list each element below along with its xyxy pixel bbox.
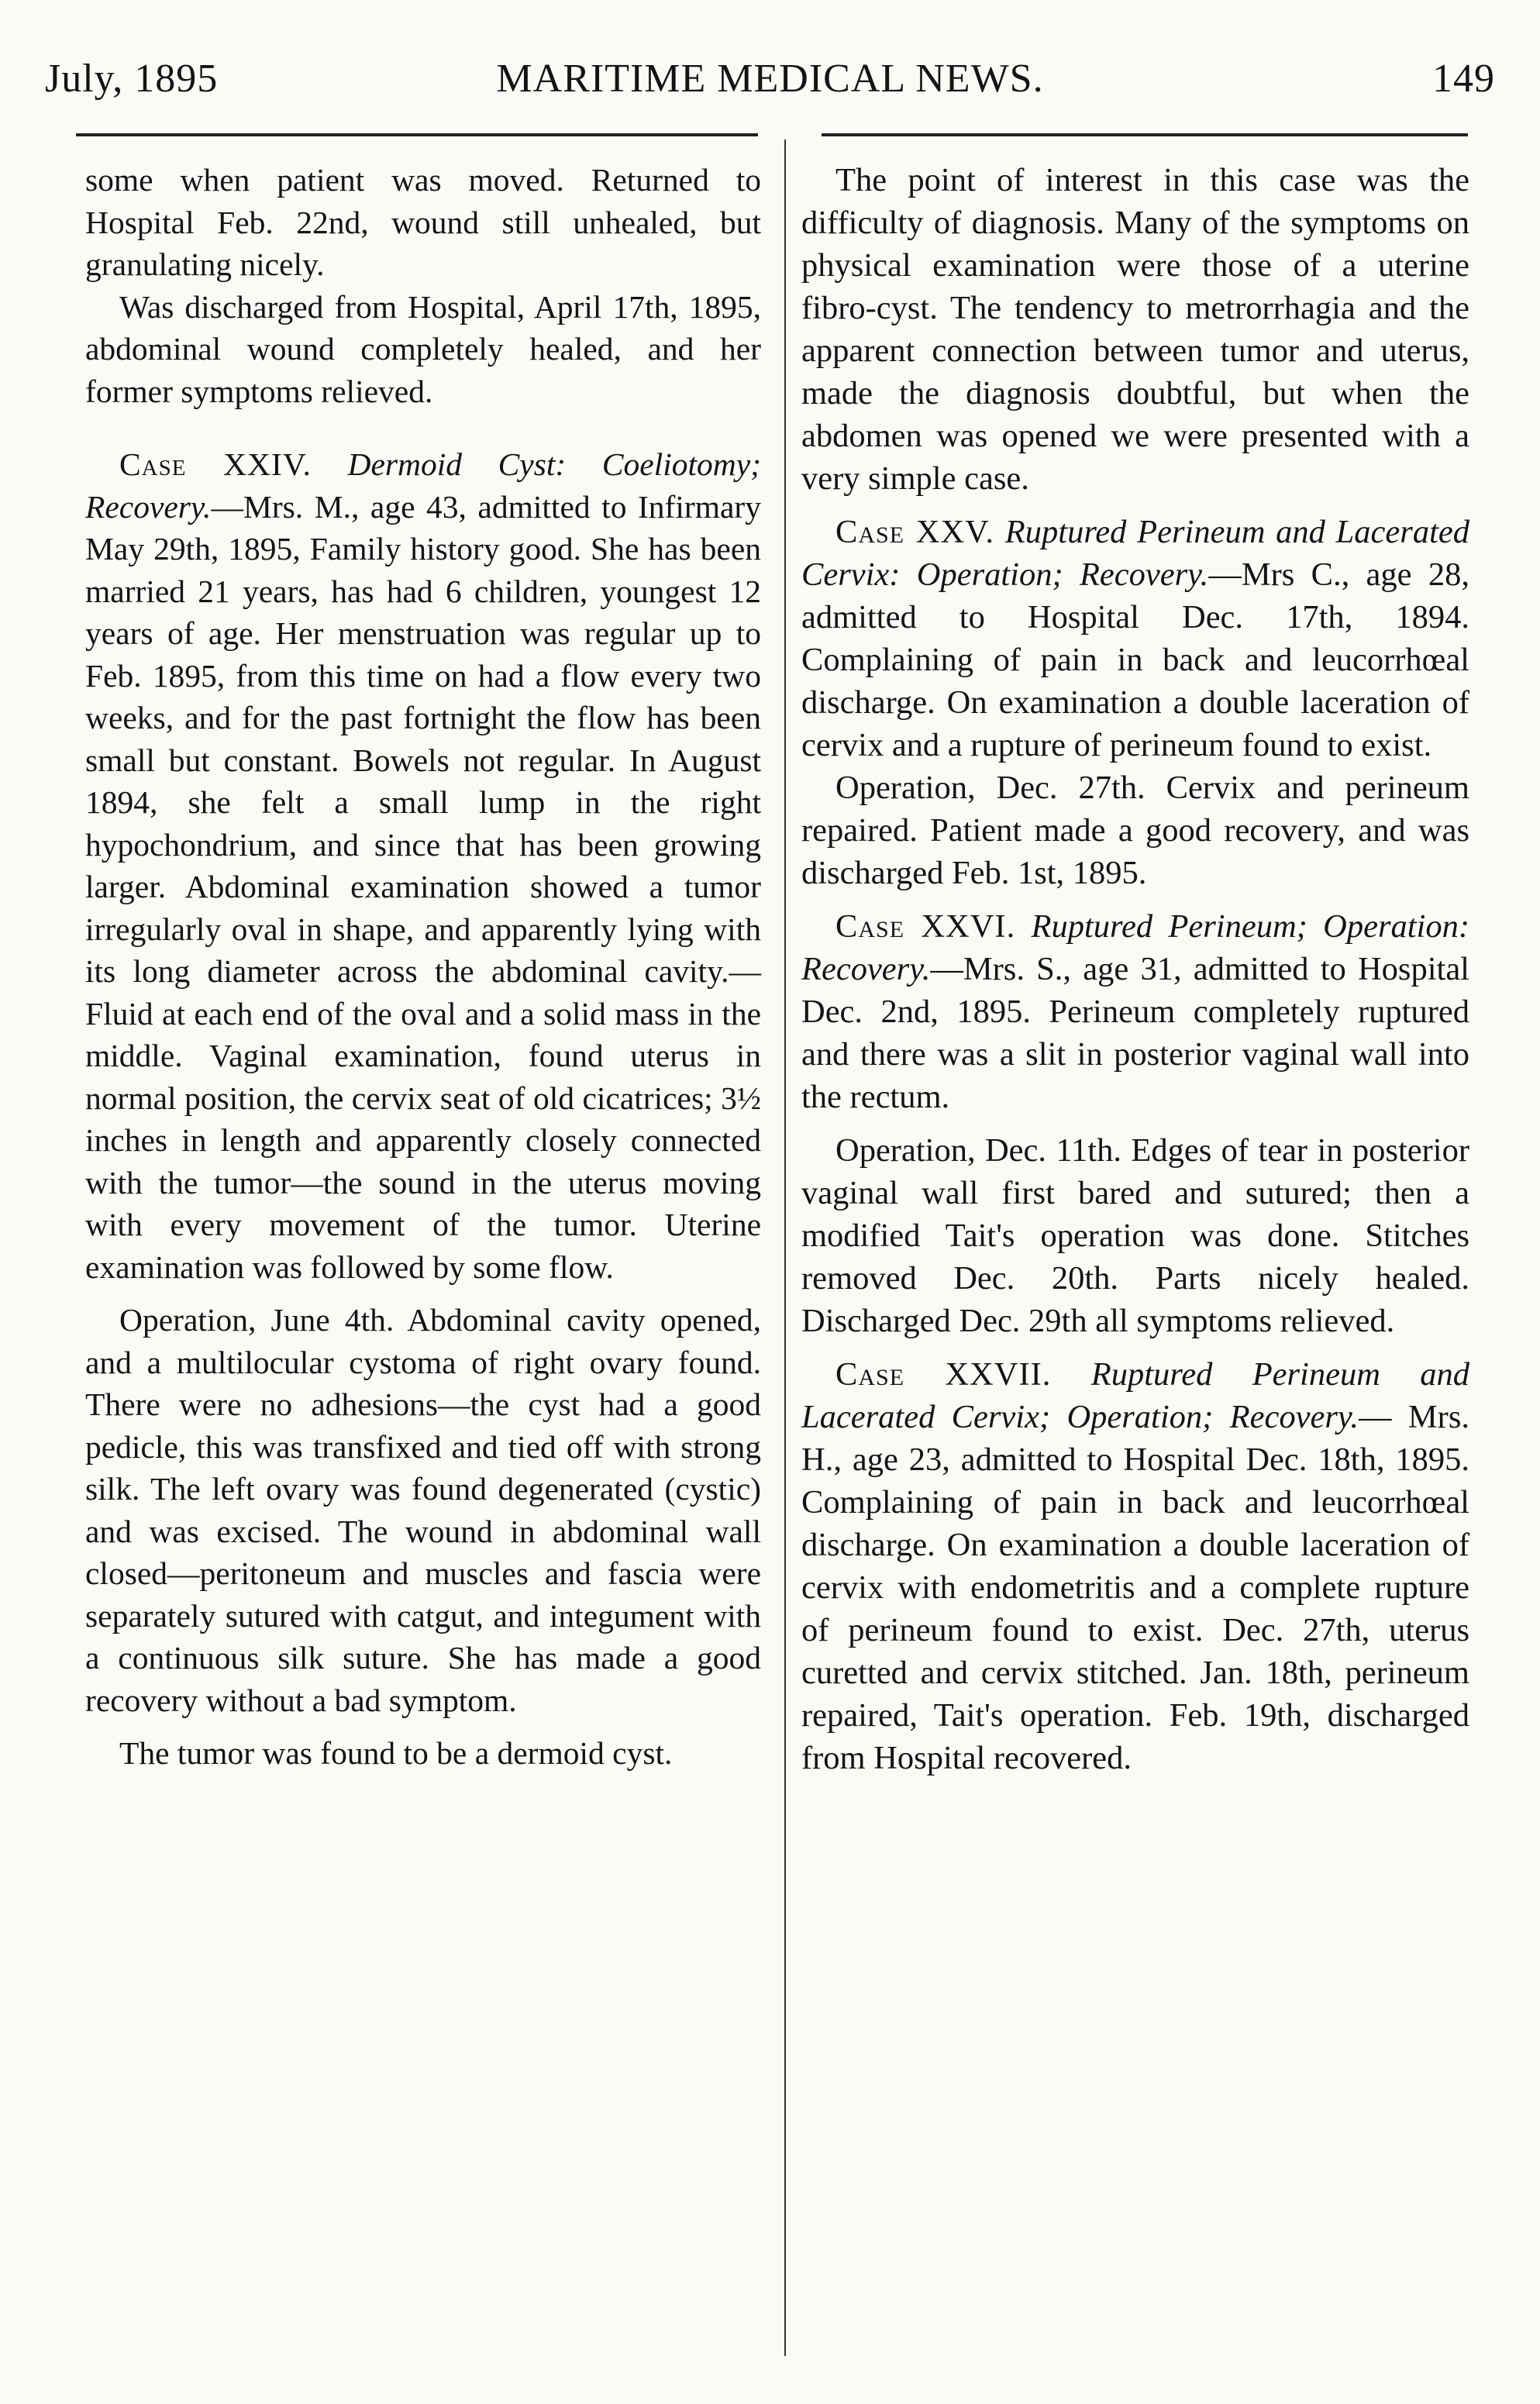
paragraph: The tumor was found to be a dermoid cyst.: [119, 1735, 673, 1771]
case-title: Ruptured Perineum and Lacerated Cervix: Operation; Recovery.: [801, 514, 1469, 593]
paragraph: some when patient was moved. Returned to Hospital Feb. 22nd, wound still unhealed, but granulating nicely.: [85, 162, 761, 282]
running-head: [45, 56, 1495, 110]
case-24: [85, 443, 761, 1288]
paragraph: The point of interest in this case was the difficulty of diagnosis. Many of the symptoms on physical examination were those of a uterine fibro-cyst. The tendency to metrorrhagia and the apparent connection between tumor and uterus, made the diagnosis doubtful, but when the abdomen was opened we were presented with a very simple case.: [801, 162, 1469, 497]
case-title: Ruptured Perineum and Lacerated Cervix; Operation; Recovery.: [801, 1356, 1470, 1435]
case-label: Case XXIV.: [119, 446, 312, 482]
case-label: Case XXVI.: [835, 908, 1016, 945]
case-26: [801, 905, 1469, 1118]
header-rule-right: [822, 133, 1468, 136]
header-rule-left: [76, 133, 758, 136]
case-25: [801, 511, 1469, 766]
issue-date: July, 1895: [45, 57, 219, 101]
right-column: [801, 159, 1469, 1779]
case-body: —Mrs. S., age 31, admitted to Hospital Dec. 2nd, 1895. Perineum completely ruptured and there was a slit in posterior vaginal wall into the rectum.: [801, 951, 1469, 1115]
column-divider: [784, 139, 786, 2356]
case-label: Case XXV.: [835, 514, 995, 550]
paragraph: Operation, Dec. 27th. Cervix and perineum repaired. Patient made a good recovery, and was discharged Feb. 1st, 1895.: [801, 770, 1469, 891]
case-body: — Mrs. H., age 23, admitted to Hospital Dec. 18th, 1895. Complaining of pain in back and leucorrhœal discharge. On examination a double laceration of cervix with endometritis and a complete rupture of perineum found to exist. Dec. 27th, uterus curetted and cervix stitched. Jan. 18th, perineum repaired, Tait's operation. Feb. 19th, discharged from Hospital recovered.: [801, 1399, 1469, 1776]
paragraph: Operation, Dec. 11th. Edges of tear in posterior vaginal wall first bared and sutured; then a modified Tait's operation was done. Stitches removed Dec. 20th. Parts nicely healed. Discharged Dec. 29th all symptoms relieved.: [801, 1132, 1469, 1339]
case-body: —Mrs. M., age 43, admitted to Infirmary May 29th, 1895, Family history good. She has been married 21 years, has had 6 children, youngest 12 years of age. Her menstruation was regular up to Feb. 1895, from this time on had a flow every two weeks, and for the past fortnight the flow has been small but constant. Bowels not regular. In August 1894, she felt a small lump in the right hypochondrium, and since that has been growing larger. Abdominal examination showed a tumor irregularly oval in shape, and apparently lying with its long diameter across the abdominal cavity.—Fluid at each end of the oval and a solid mass in the middle. Vaginal examination, found uterus in normal position, the cervix seat of old cicatrices; 3½ inches in length and apparently closely connected with the tumor—the sound in the uterus moving with every movement of the tumor. Uterine examination was followed by some flow.: [85, 488, 761, 1285]
case-27: [801, 1353, 1469, 1779]
journal-title: MARITIME MEDICAL NEWS.: [496, 57, 1044, 101]
page-number: 149: [1432, 57, 1495, 101]
case-title: Dermoid Cyst: Coeliotomy; Recovery.: [85, 446, 761, 525]
paragraph: Was discharged from Hospital, April 17th, 1895, abdominal wound completely healed, and her former symptoms relieved.: [85, 288, 761, 409]
case-body: —Mrs C., age 28, admitted to Hospital Dec. 17th, 1894. Complaining of pain in back and leucorrhœal discharge. On examination a double laceration of cervix and a rupture of perineum found to exist.: [801, 556, 1469, 763]
left-column: [85, 159, 761, 1775]
case-title: Ruptured Perineum; Operation: Recovery.: [801, 908, 1470, 987]
paragraph: Operation, June 4th. Abdominal cavity opened, and a multilocular cystoma of right ovary found. There were no adhesions—the cyst had a good pedicle, this was transfixed and tied off with strong silk. The left ovary was found degenerated (cystic) and was excised. The wound in abdominal wall closed—peritoneum and muscles and fascia were separately sutured with catgut, and integument with a continuous silk suture. She has made a good recovery without a bad symptom.: [85, 1302, 761, 1718]
case-label: Case XXVII.: [835, 1356, 1052, 1393]
